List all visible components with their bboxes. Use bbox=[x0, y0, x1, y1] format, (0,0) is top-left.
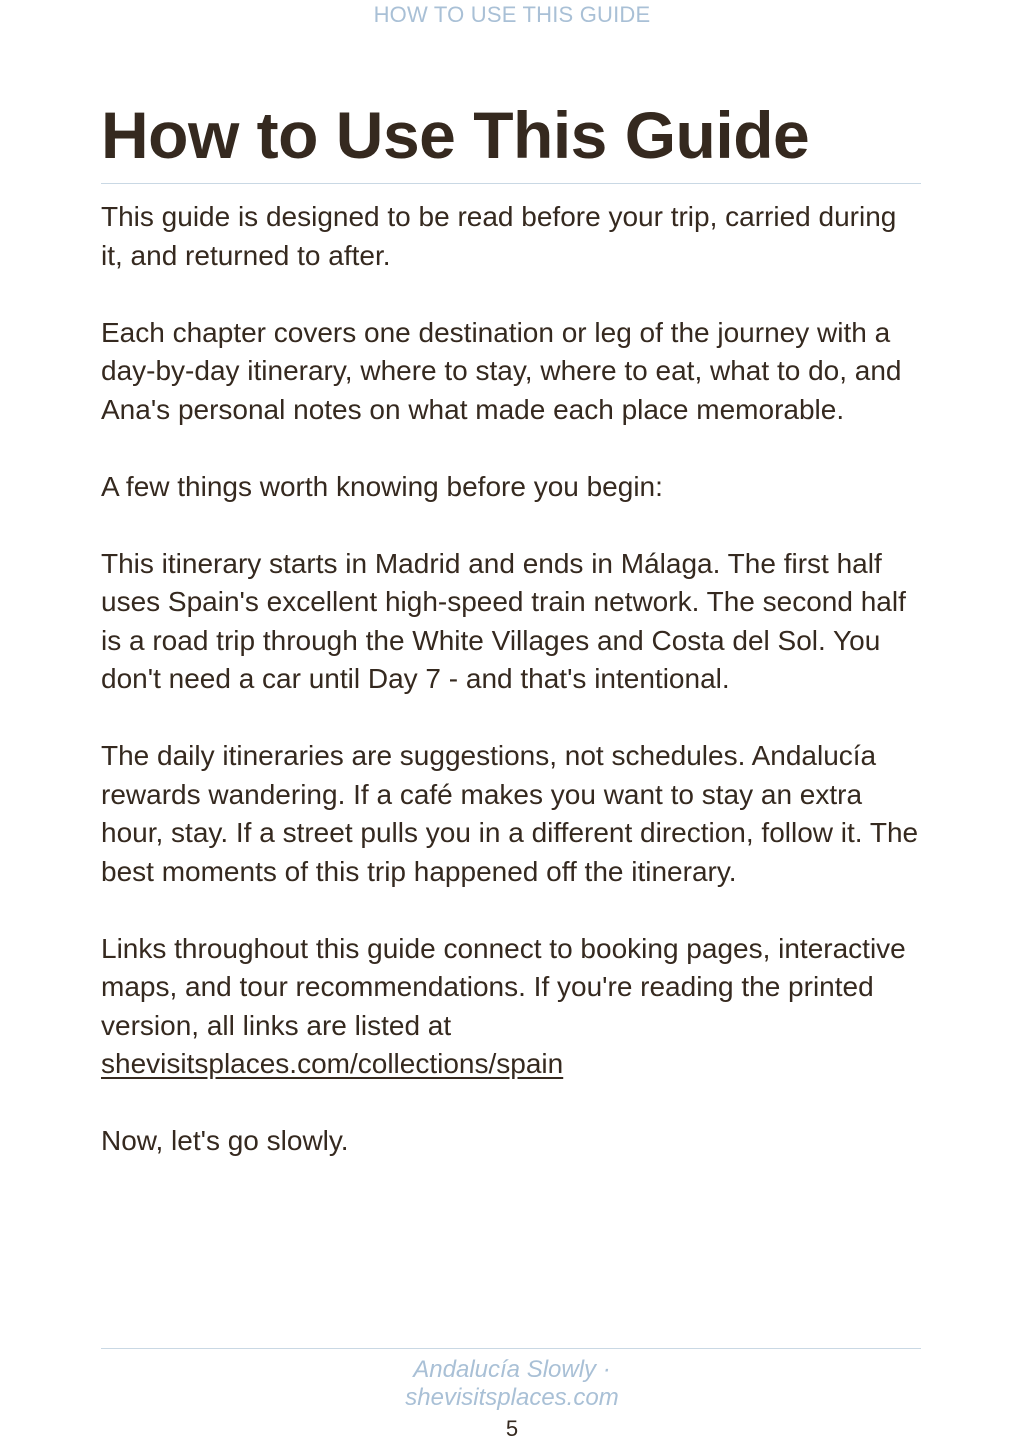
paragraph-intro: This guide is designed to be read before your trip, carried during it, and returned to after. bbox=[101, 201, 897, 271]
paragraph-things-to-know: A few things worth knowing before you begin: bbox=[101, 470, 663, 502]
body-text bbox=[101, 198, 921, 1161]
footer-divider bbox=[101, 1348, 921, 1349]
running-header: HOW TO USE THIS GUIDE bbox=[373, 2, 651, 27]
paragraph-links bbox=[101, 930, 921, 1084]
paragraph-itinerary-route: This itinerary starts in Madrid and ends in Málaga. The first half uses Spain's excellent high-speed train network. The second half is a road trip through the White Villages and Costa del Sol. You don't need a car until Day 7 - and that's intentional. bbox=[101, 547, 906, 694]
page-title: How to Use This Guide bbox=[101, 98, 810, 172]
paragraph-chapters: Each chapter covers one destination or leg of the journey with a day-by-day itinerary, where to stay, where to eat, what to do, and Ana's personal notes on what made each place memorable. bbox=[101, 316, 902, 425]
collection-link[interactable]: shevisitsplaces.com/collections/spain bbox=[101, 1048, 564, 1079]
paragraph-links-text: Links throughout this guide connect to booking pages, interactive maps, and tour recommendations. If you're reading the printed version, all links are listed at bbox=[101, 932, 906, 1041]
paragraph-closing: Now, let's go slowly. bbox=[101, 1125, 349, 1156]
page-number: 5 bbox=[505, 1416, 519, 1441]
paragraph-suggestions: The daily itineraries are suggestions, not schedules. Andalucía rewards wandering. If a café makes you want to stay an extra hour, stay. If a street pulls you in a different direction, follow it. The best moments of this trip happened off the itinerary. bbox=[101, 740, 919, 887]
footer-book-title: Andalucía Slowly · bbox=[413, 1356, 611, 1383]
title-divider bbox=[101, 183, 921, 184]
footer-website: shevisitsplaces.com bbox=[405, 1384, 619, 1411]
page-content bbox=[101, 96, 921, 1199]
